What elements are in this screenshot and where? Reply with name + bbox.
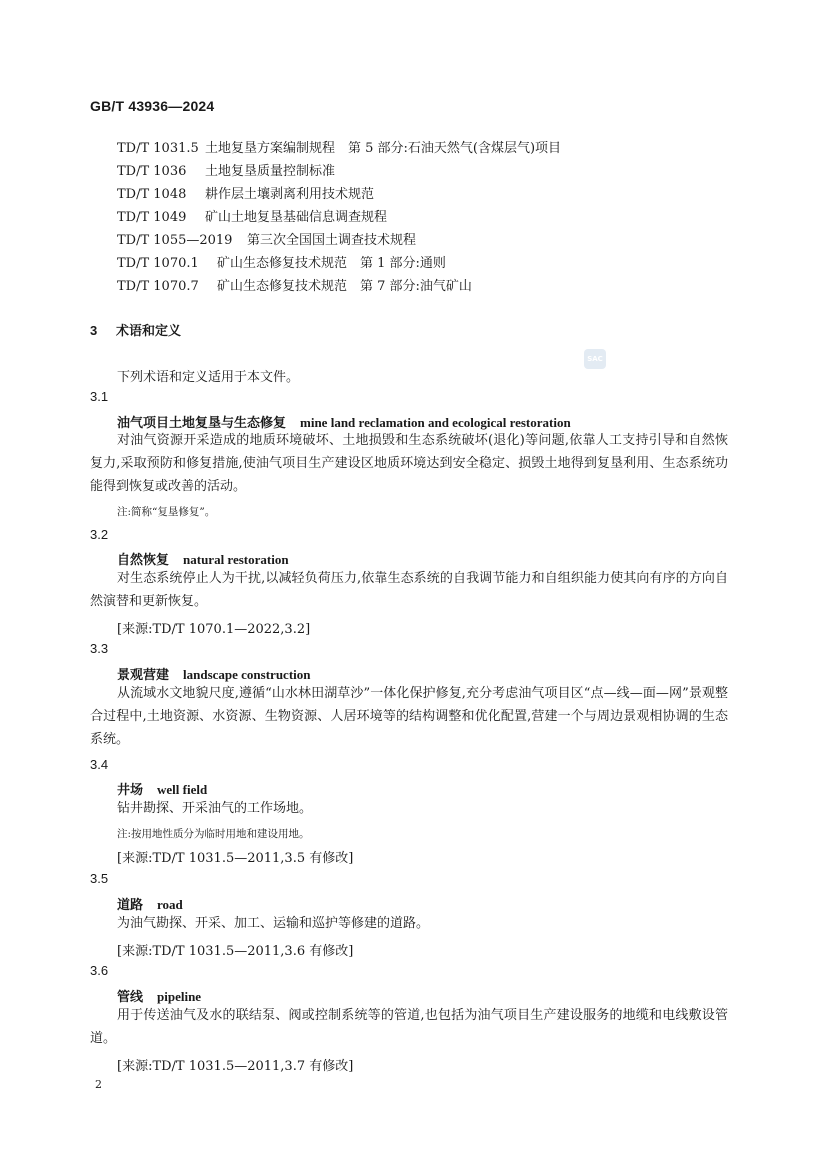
reference-title: 第三次全国国土调查技术规程 [247, 233, 417, 248]
term-zh: 油气项目土地复垦与生态修复 [117, 416, 287, 431]
term-zh: 自然恢复 [117, 553, 170, 568]
term-number: 3.2 [90, 527, 109, 542]
term-number: 3.6 [90, 963, 109, 978]
term-zh: 管线 [117, 990, 144, 1005]
term-note: 注:按用地性质分为临时用地和建设用地。 [117, 828, 310, 840]
reference-code: TD/T 1048 [117, 187, 187, 202]
reference-title: 土地复垦质量控制标准 [205, 164, 336, 179]
reference-item [117, 206, 387, 225]
sac-watermark-logo: SAC [584, 349, 606, 369]
term-en: natural restoration [183, 552, 289, 567]
reference-item [117, 229, 416, 248]
reference-code: TD/T 1036 [117, 164, 187, 179]
term-definition: 钻井勘探、开采油气的工作场地。 [117, 801, 313, 816]
section-title: 术语和定义 [116, 323, 182, 338]
term-heading [117, 779, 207, 798]
page-number: 2 [95, 1078, 102, 1091]
term-number: 3.4 [90, 757, 109, 772]
reference-title: 矿山生态修复技术规范 第 1 部分:通则 [217, 256, 446, 271]
term-heading [117, 894, 183, 913]
section-number: 3 [90, 323, 98, 338]
reference-code: TD/T 1070.7 [117, 279, 199, 294]
reference-code: TD/T 1049 [117, 210, 187, 225]
reference-title: 矿山土地复垦基础信息调查规程 [205, 210, 388, 225]
reference-item [117, 252, 446, 271]
term-definition: 对生态系统停止人为干扰,以减轻负荷压力,依靠生态系统的自我调节能力和自组织能力使其向有序的方向自然演替和更新恢复。 [90, 571, 728, 609]
section-heading [90, 320, 181, 339]
reference-title: 矿山生态修复技术规范 第 7 部分:油气矿山 [217, 279, 472, 294]
standard-code: GB/T 43936—2024 [90, 98, 215, 114]
term-source: [来源:TD/T 1031.5—2011,3.7 有修改] [117, 1059, 354, 1074]
term-en: pipeline [157, 989, 202, 1004]
term-definition: 为油气勘探、开采、加工、运输和巡护等修建的道路。 [117, 916, 430, 931]
reference-title: 耕作层土壤剥离利用技术规范 [205, 187, 375, 202]
term-heading [117, 664, 311, 683]
reference-item [117, 183, 374, 202]
term-zh: 道路 [117, 898, 144, 913]
reference-item [117, 160, 335, 179]
term-source: [来源:TD/T 1070.1—2022,3.2] [117, 622, 311, 637]
reference-code: TD/T 1070.1 [117, 256, 199, 271]
term-en: mine land reclamation and ecological restoration [300, 415, 571, 430]
term-zh: 井场 [117, 783, 144, 798]
term-definition: 用于传送油气及水的联结泵、阀或控制系统等的管道,也包括为油气项目生产建设服务的地缆和电线敷设管道。 [90, 1008, 728, 1046]
term-definition: 从流域水文地貌尺度,遵循“山水林田湖草沙”一体化保护修复,充分考虑油气项目区“点—线—面—网”景观整合过程中,土地资源、水资源、生物资源、人居环境等的结构调整和优化配置,营建一个与周边景观相协调的生态系统。 [90, 686, 728, 747]
term-number: 3.1 [90, 389, 109, 404]
term-en: well field [157, 782, 208, 797]
section-intro: 下列术语和定义适用于本文件。 [117, 370, 300, 385]
reference-code: TD/T 1031.5 [117, 141, 199, 156]
term-heading [117, 549, 289, 568]
term-number: 3.5 [90, 871, 109, 886]
reference-item [117, 275, 472, 294]
reference-item [117, 137, 561, 156]
term-definition: 对油气资源开采造成的地质环境破坏、土地损毁和生态系统破坏(退化)等问题,依靠人工支持引导和自然恢复力,采取预防和修复措施,使油气项目生产建设区地质环境达到安全稳定、损毁土地得到复垦利用、生态系统功能得到恢复或改善的活动。 [90, 433, 728, 494]
term-en: landscape construction [183, 667, 311, 682]
term-note: 注:简称“复垦修复”。 [117, 506, 216, 518]
term-heading [117, 986, 201, 1005]
reference-title: 土地复垦方案编制规程 第 5 部分:石油天然气(含煤层气)项目 [205, 141, 562, 156]
term-zh: 景观营建 [117, 668, 170, 683]
term-source: [来源:TD/T 1031.5—2011,3.5 有修改] [117, 851, 354, 866]
term-source: [来源:TD/T 1031.5—2011,3.6 有修改] [117, 944, 354, 959]
term-number: 3.3 [90, 641, 109, 656]
term-en: road [157, 897, 183, 912]
reference-code: TD/T 1055—2019 [117, 233, 233, 248]
